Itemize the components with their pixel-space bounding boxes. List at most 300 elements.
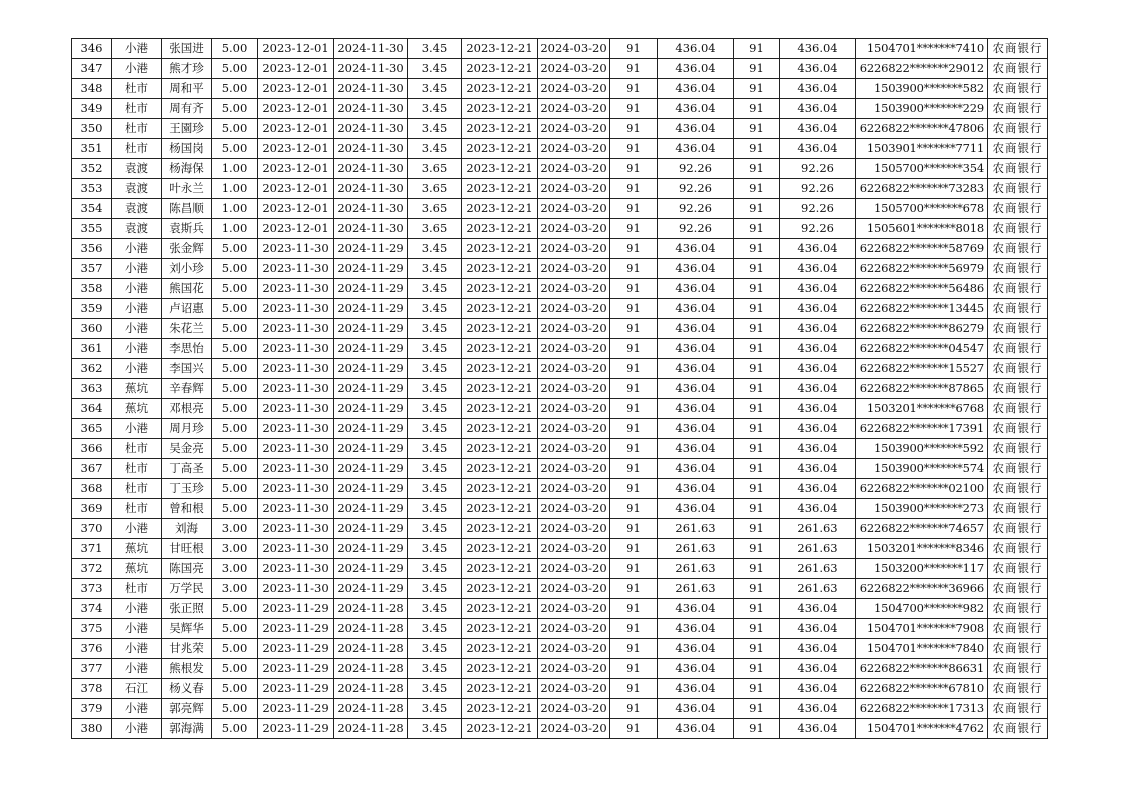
account-number-cell: 6226822*******87865 [856, 379, 988, 399]
account-number-cell: 1504701*******7908 [856, 619, 988, 639]
subsidy-amount-cell: 261.63 [780, 539, 856, 559]
subsidy-amount-cell: 436.04 [780, 659, 856, 679]
loan-start-date-cell: 2023-11-29 [258, 619, 334, 639]
row-no-cell: 355 [72, 219, 112, 239]
period-end-date-cell: 2024-03-20 [538, 619, 610, 639]
township-cell: 袁渡 [112, 179, 162, 199]
interest-rate-cell: 3.45 [408, 319, 462, 339]
interest-cell: 436.04 [658, 379, 734, 399]
interest-cell: 436.04 [658, 39, 734, 59]
days-cell: 91 [610, 79, 658, 99]
interest-rate-cell: 3.65 [408, 179, 462, 199]
name-cell: 曾和根 [162, 499, 212, 519]
row-no-cell: 371 [72, 539, 112, 559]
days-cell: 91 [610, 179, 658, 199]
name-cell: 张金辉 [162, 239, 212, 259]
days-cell: 91 [610, 239, 658, 259]
interest-cell: 436.04 [658, 439, 734, 459]
subsidy-amount-cell: 436.04 [780, 259, 856, 279]
table-row [72, 599, 1048, 619]
township-cell: 小港 [112, 299, 162, 319]
days-cell: 91 [610, 439, 658, 459]
bank-name-cell: 农商银行 [988, 639, 1048, 659]
loan-end-date-cell: 2024-11-29 [334, 439, 408, 459]
table-row [72, 439, 1048, 459]
interest-rate-cell: 3.45 [408, 499, 462, 519]
loan-amount-cell: 1.00 [212, 199, 258, 219]
loan-amount-cell: 5.00 [212, 99, 258, 119]
account-number-cell: 6226822*******36966 [856, 579, 988, 599]
loan-start-date-cell: 2023-11-30 [258, 539, 334, 559]
row-no-cell: 362 [72, 359, 112, 379]
days-cell: 91 [610, 59, 658, 79]
loan-amount-cell: 3.00 [212, 579, 258, 599]
account-number-cell: 6226822*******67810 [856, 679, 988, 699]
subsidy-amount-cell: 436.04 [780, 399, 856, 419]
days-cell: 91 [610, 319, 658, 339]
interest-cell: 436.04 [658, 719, 734, 739]
period-end-date-cell: 2024-03-20 [538, 99, 610, 119]
name-cell: 甘旺根 [162, 539, 212, 559]
interest-rate-cell: 3.45 [408, 39, 462, 59]
interest-cell: 436.04 [658, 699, 734, 719]
interest-cell: 436.04 [658, 659, 734, 679]
subsidy-days-cell: 91 [734, 419, 780, 439]
interest-cell: 436.04 [658, 339, 734, 359]
subsidy-days-cell: 91 [734, 279, 780, 299]
row-no-cell: 357 [72, 259, 112, 279]
loan-end-date-cell: 2024-11-29 [334, 399, 408, 419]
name-cell: 万学民 [162, 579, 212, 599]
subsidy-days-cell: 91 [734, 439, 780, 459]
loan-amount-cell: 5.00 [212, 299, 258, 319]
bank-name-cell: 农商银行 [988, 119, 1048, 139]
loan-amount-cell: 3.00 [212, 559, 258, 579]
loan-end-date-cell: 2024-11-29 [334, 379, 408, 399]
loan-end-date-cell: 2024-11-30 [334, 199, 408, 219]
loan-end-date-cell: 2024-11-29 [334, 359, 408, 379]
name-cell: 郭亮辉 [162, 699, 212, 719]
township-cell: 杜市 [112, 99, 162, 119]
period-start-date-cell: 2023-12-21 [462, 219, 538, 239]
bank-name-cell: 农商银行 [988, 559, 1048, 579]
interest-cell: 436.04 [658, 599, 734, 619]
period-end-date-cell: 2024-03-20 [538, 519, 610, 539]
bank-name-cell: 农商银行 [988, 319, 1048, 339]
bank-name-cell: 农商银行 [988, 199, 1048, 219]
table-row [72, 359, 1048, 379]
account-number-cell: 6226822*******74657 [856, 519, 988, 539]
subsidy-days-cell: 91 [734, 119, 780, 139]
account-number-cell: 6226822*******86631 [856, 659, 988, 679]
township-cell: 杜市 [112, 139, 162, 159]
loan-amount-cell: 5.00 [212, 239, 258, 259]
bank-name-cell: 农商银行 [988, 39, 1048, 59]
loan-start-date-cell: 2023-11-30 [258, 259, 334, 279]
days-cell: 91 [610, 719, 658, 739]
period-start-date-cell: 2023-12-21 [462, 39, 538, 59]
days-cell: 91 [610, 559, 658, 579]
subsidy-amount-cell: 261.63 [780, 559, 856, 579]
table-row [72, 299, 1048, 319]
township-cell: 石江 [112, 679, 162, 699]
bank-name-cell: 农商银行 [988, 439, 1048, 459]
days-cell: 91 [610, 119, 658, 139]
days-cell: 91 [610, 479, 658, 499]
bank-name-cell: 农商银行 [988, 479, 1048, 499]
interest-rate-cell: 3.45 [408, 119, 462, 139]
loan-start-date-cell: 2023-12-01 [258, 119, 334, 139]
loan-amount-cell: 5.00 [212, 639, 258, 659]
subsidy-amount-cell: 261.63 [780, 519, 856, 539]
row-no-cell: 368 [72, 479, 112, 499]
interest-cell: 92.26 [658, 179, 734, 199]
subsidy-days-cell: 91 [734, 259, 780, 279]
loan-start-date-cell: 2023-11-30 [258, 339, 334, 359]
bank-name-cell: 农商银行 [988, 79, 1048, 99]
interest-rate-cell: 3.45 [408, 679, 462, 699]
loan-end-date-cell: 2024-11-30 [334, 39, 408, 59]
period-end-date-cell: 2024-03-20 [538, 119, 610, 139]
subsidy-days-cell: 91 [734, 179, 780, 199]
loan-amount-cell: 5.00 [212, 699, 258, 719]
period-end-date-cell: 2024-03-20 [538, 639, 610, 659]
account-number-cell: 1503200*******117 [856, 559, 988, 579]
period-end-date-cell: 2024-03-20 [538, 339, 610, 359]
period-end-date-cell: 2024-03-20 [538, 159, 610, 179]
subsidy-amount-cell: 436.04 [780, 619, 856, 639]
loan-start-date-cell: 2023-12-01 [258, 219, 334, 239]
bank-name-cell: 农商银行 [988, 679, 1048, 699]
loan-amount-cell: 5.00 [212, 39, 258, 59]
days-cell: 91 [610, 279, 658, 299]
period-start-date-cell: 2023-12-21 [462, 479, 538, 499]
loan-amount-cell: 5.00 [212, 499, 258, 519]
name-cell: 丁高圣 [162, 459, 212, 479]
township-cell: 小港 [112, 239, 162, 259]
bank-name-cell: 农商银行 [988, 219, 1048, 239]
township-cell: 小港 [112, 319, 162, 339]
interest-cell: 436.04 [658, 139, 734, 159]
table-row [72, 459, 1048, 479]
row-no-cell: 346 [72, 39, 112, 59]
subsidy-amount-cell: 436.04 [780, 319, 856, 339]
row-no-cell: 363 [72, 379, 112, 399]
loan-end-date-cell: 2024-11-29 [334, 419, 408, 439]
loan-amount-cell: 5.00 [212, 399, 258, 419]
row-no-cell: 370 [72, 519, 112, 539]
subsidy-days-cell: 91 [734, 399, 780, 419]
interest-cell: 436.04 [658, 459, 734, 479]
table-row [72, 59, 1048, 79]
period-start-date-cell: 2023-12-21 [462, 419, 538, 439]
table-body [72, 39, 1048, 739]
subsidy-days-cell: 91 [734, 659, 780, 679]
period-end-date-cell: 2024-03-20 [538, 439, 610, 459]
name-cell: 熊根发 [162, 659, 212, 679]
loan-start-date-cell: 2023-11-29 [258, 679, 334, 699]
interest-rate-cell: 3.45 [408, 719, 462, 739]
row-no-cell: 378 [72, 679, 112, 699]
row-no-cell: 350 [72, 119, 112, 139]
loan-start-date-cell: 2023-11-29 [258, 599, 334, 619]
name-cell: 刘小珍 [162, 259, 212, 279]
period-start-date-cell: 2023-12-21 [462, 119, 538, 139]
loan-end-date-cell: 2024-11-30 [334, 219, 408, 239]
account-number-cell: 6226822*******02100 [856, 479, 988, 499]
name-cell: 周月珍 [162, 419, 212, 439]
subsidy-days-cell: 91 [734, 99, 780, 119]
table-row [72, 659, 1048, 679]
loan-start-date-cell: 2023-12-01 [258, 159, 334, 179]
period-start-date-cell: 2023-12-21 [462, 139, 538, 159]
interest-rate-cell: 3.65 [408, 219, 462, 239]
loan-start-date-cell: 2023-11-30 [258, 419, 334, 439]
loan-amount-cell: 5.00 [212, 459, 258, 479]
subsidy-days-cell: 91 [734, 139, 780, 159]
loan-end-date-cell: 2024-11-28 [334, 639, 408, 659]
interest-rate-cell: 3.45 [408, 359, 462, 379]
table-row [72, 139, 1048, 159]
interest-rate-cell: 3.45 [408, 459, 462, 479]
subsidy-amount-cell: 92.26 [780, 159, 856, 179]
account-number-cell: 1503201*******8346 [856, 539, 988, 559]
table-row [72, 279, 1048, 299]
period-start-date-cell: 2023-12-21 [462, 279, 538, 299]
loan-start-date-cell: 2023-11-30 [258, 299, 334, 319]
loan-amount-cell: 5.00 [212, 59, 258, 79]
period-end-date-cell: 2024-03-20 [538, 479, 610, 499]
interest-rate-cell: 3.45 [408, 79, 462, 99]
bank-name-cell: 农商银行 [988, 139, 1048, 159]
interest-cell: 436.04 [658, 479, 734, 499]
interest-rate-cell: 3.45 [408, 559, 462, 579]
period-end-date-cell: 2024-03-20 [538, 699, 610, 719]
interest-cell: 436.04 [658, 419, 734, 439]
subsidy-days-cell: 91 [734, 559, 780, 579]
days-cell: 91 [610, 219, 658, 239]
days-cell: 91 [610, 619, 658, 639]
bank-name-cell: 农商银行 [988, 619, 1048, 639]
loan-amount-cell: 1.00 [212, 219, 258, 239]
account-number-cell: 6226822*******58769 [856, 239, 988, 259]
loan-amount-cell: 5.00 [212, 599, 258, 619]
subsidy-amount-cell: 436.04 [780, 99, 856, 119]
interest-rate-cell: 3.45 [408, 399, 462, 419]
loan-end-date-cell: 2024-11-28 [334, 679, 408, 699]
interest-rate-cell: 3.45 [408, 639, 462, 659]
interest-cell: 436.04 [658, 619, 734, 639]
interest-rate-cell: 3.45 [408, 599, 462, 619]
subsidy-amount-cell: 436.04 [780, 499, 856, 519]
interest-cell: 261.63 [658, 579, 734, 599]
bank-name-cell: 农商银行 [988, 399, 1048, 419]
subsidy-days-cell: 91 [734, 579, 780, 599]
loan-amount-cell: 5.00 [212, 479, 258, 499]
table-row [72, 319, 1048, 339]
subsidy-amount-cell: 436.04 [780, 39, 856, 59]
name-cell: 卢诏惠 [162, 299, 212, 319]
township-cell: 袁渡 [112, 219, 162, 239]
period-start-date-cell: 2023-12-21 [462, 719, 538, 739]
days-cell: 91 [610, 659, 658, 679]
period-end-date-cell: 2024-03-20 [538, 499, 610, 519]
loan-start-date-cell: 2023-12-01 [258, 59, 334, 79]
days-cell: 91 [610, 159, 658, 179]
interest-rate-cell: 3.45 [408, 139, 462, 159]
table-row [72, 539, 1048, 559]
loan-amount-cell: 5.00 [212, 319, 258, 339]
period-end-date-cell: 2024-03-20 [538, 359, 610, 379]
loan-start-date-cell: 2023-11-30 [258, 559, 334, 579]
loan-amount-cell: 5.00 [212, 419, 258, 439]
loan-amount-cell: 1.00 [212, 179, 258, 199]
table-row [72, 239, 1048, 259]
row-no-cell: 351 [72, 139, 112, 159]
bank-name-cell: 农商银行 [988, 539, 1048, 559]
loan-amount-cell: 5.00 [212, 79, 258, 99]
subsidy-days-cell: 91 [734, 619, 780, 639]
subsidy-days-cell: 91 [734, 59, 780, 79]
subsidy-amount-cell: 436.04 [780, 719, 856, 739]
subsidy-days-cell: 91 [734, 299, 780, 319]
days-cell: 91 [610, 99, 658, 119]
period-end-date-cell: 2024-03-20 [538, 199, 610, 219]
loan-end-date-cell: 2024-11-29 [334, 479, 408, 499]
township-cell: 小港 [112, 39, 162, 59]
name-cell: 杨义春 [162, 679, 212, 699]
days-cell: 91 [610, 379, 658, 399]
account-number-cell: 1503901*******7711 [856, 139, 988, 159]
loan-amount-cell: 5.00 [212, 139, 258, 159]
interest-rate-cell: 3.45 [408, 519, 462, 539]
period-start-date-cell: 2023-12-21 [462, 379, 538, 399]
days-cell: 91 [610, 419, 658, 439]
table-row [72, 639, 1048, 659]
period-end-date-cell: 2024-03-20 [538, 379, 610, 399]
account-number-cell: 6226822*******56979 [856, 259, 988, 279]
interest-rate-cell: 3.45 [408, 619, 462, 639]
period-end-date-cell: 2024-03-20 [538, 239, 610, 259]
row-no-cell: 354 [72, 199, 112, 219]
days-cell: 91 [610, 259, 658, 279]
bank-name-cell: 农商银行 [988, 459, 1048, 479]
row-no-cell: 365 [72, 419, 112, 439]
interest-rate-cell: 3.45 [408, 299, 462, 319]
bank-name-cell: 农商银行 [988, 579, 1048, 599]
subsidy-days-cell: 91 [734, 199, 780, 219]
days-cell: 91 [610, 579, 658, 599]
loan-end-date-cell: 2024-11-29 [334, 299, 408, 319]
row-no-cell: 369 [72, 499, 112, 519]
township-cell: 蕉坑 [112, 379, 162, 399]
table-row [72, 559, 1048, 579]
period-end-date-cell: 2024-03-20 [538, 259, 610, 279]
period-end-date-cell: 2024-03-20 [538, 679, 610, 699]
loan-amount-cell: 5.00 [212, 339, 258, 359]
row-no-cell: 373 [72, 579, 112, 599]
interest-rate-cell: 3.45 [408, 279, 462, 299]
interest-rate-cell: 3.45 [408, 579, 462, 599]
period-start-date-cell: 2023-12-21 [462, 559, 538, 579]
bank-name-cell: 农商银行 [988, 699, 1048, 719]
interest-cell: 436.04 [658, 279, 734, 299]
loan-start-date-cell: 2023-11-30 [258, 279, 334, 299]
bank-name-cell: 农商银行 [988, 239, 1048, 259]
table-row [72, 159, 1048, 179]
period-start-date-cell: 2023-12-21 [462, 579, 538, 599]
days-cell: 91 [610, 359, 658, 379]
row-no-cell: 377 [72, 659, 112, 679]
account-number-cell: 1504700*******982 [856, 599, 988, 619]
loan-amount-cell: 5.00 [212, 259, 258, 279]
account-number-cell: 1504701*******7840 [856, 639, 988, 659]
interest-rate-cell: 3.45 [408, 59, 462, 79]
loan-end-date-cell: 2024-11-29 [334, 279, 408, 299]
days-cell: 91 [610, 679, 658, 699]
loan-start-date-cell: 2023-11-30 [258, 479, 334, 499]
subsidy-amount-cell: 92.26 [780, 199, 856, 219]
subsidy-amount-cell: 436.04 [780, 279, 856, 299]
row-no-cell: 358 [72, 279, 112, 299]
interest-rate-cell: 3.45 [408, 379, 462, 399]
period-end-date-cell: 2024-03-20 [538, 139, 610, 159]
subsidy-days-cell: 91 [734, 39, 780, 59]
subsidy-days-cell: 91 [734, 459, 780, 479]
row-no-cell: 380 [72, 719, 112, 739]
account-number-cell: 6226822*******13445 [856, 299, 988, 319]
period-end-date-cell: 2024-03-20 [538, 219, 610, 239]
name-cell: 王園珍 [162, 119, 212, 139]
subsidy-amount-cell: 436.04 [780, 79, 856, 99]
subsidy-days-cell: 91 [734, 599, 780, 619]
account-number-cell: 1503900*******229 [856, 99, 988, 119]
subsidy-amount-cell: 436.04 [780, 359, 856, 379]
township-cell: 小港 [112, 279, 162, 299]
period-end-date-cell: 2024-03-20 [538, 419, 610, 439]
interest-cell: 261.63 [658, 519, 734, 539]
table-row [72, 519, 1048, 539]
table-row [72, 39, 1048, 59]
days-cell: 91 [610, 539, 658, 559]
subsidy-amount-cell: 436.04 [780, 239, 856, 259]
loan-end-date-cell: 2024-11-30 [334, 79, 408, 99]
subsidy-amount-cell: 436.04 [780, 679, 856, 699]
loan-end-date-cell: 2024-11-29 [334, 579, 408, 599]
name-cell: 甘兆荣 [162, 639, 212, 659]
period-start-date-cell: 2023-12-21 [462, 619, 538, 639]
interest-rate-cell: 3.45 [408, 699, 462, 719]
period-start-date-cell: 2023-12-21 [462, 599, 538, 619]
row-no-cell: 352 [72, 159, 112, 179]
name-cell: 叶永兰 [162, 179, 212, 199]
subsidy-amount-cell: 436.04 [780, 699, 856, 719]
name-cell: 张国进 [162, 39, 212, 59]
table-row [72, 699, 1048, 719]
account-number-cell: 6226822*******29012 [856, 59, 988, 79]
loan-start-date-cell: 2023-12-01 [258, 99, 334, 119]
name-cell: 熊才珍 [162, 59, 212, 79]
loan-amount-cell: 5.00 [212, 379, 258, 399]
interest-rate-cell: 3.45 [408, 539, 462, 559]
period-start-date-cell: 2023-12-21 [462, 659, 538, 679]
interest-rate-cell: 3.45 [408, 659, 462, 679]
days-cell: 91 [610, 39, 658, 59]
subsidy-amount-cell: 92.26 [780, 219, 856, 239]
township-cell: 小港 [112, 719, 162, 739]
bank-name-cell: 农商银行 [988, 519, 1048, 539]
loan-start-date-cell: 2023-12-01 [258, 139, 334, 159]
